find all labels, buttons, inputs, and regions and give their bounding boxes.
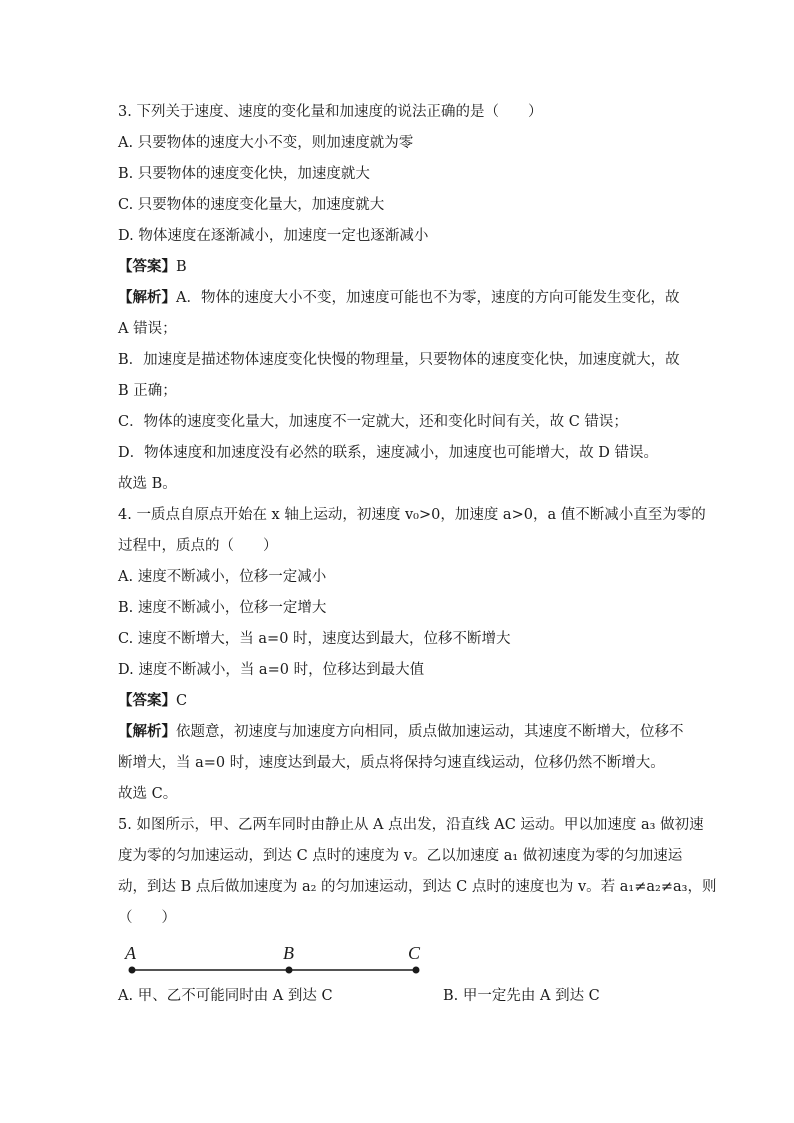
q3-analysis-line-1 (118, 288, 679, 308)
q3-option-d: D. 物体速度在逐渐减小，加速度一定也逐渐减小 (118, 228, 429, 244)
q3-analysis-line-7: 故选 B。 (118, 476, 177, 492)
analysis-text: A．物体的速度大小不变，加速度可能也不为零，速度的方向可能发生变化，故 (176, 290, 680, 306)
q3-analysis-line-2: A 错误； (118, 321, 177, 337)
point-c-dot (413, 967, 420, 974)
q3-option-a: A. 只要物体的速度大小不变，则加速度就为零 (118, 135, 414, 151)
q5-stem-line-3: 动，到达 B 点后做加速度为 a₂ 的匀加速运动，到达 C 点时的速度也为 v。若 a₁≠a₂≠a₃，则 (118, 879, 717, 895)
q3-analysis-line-6: D．物体速度和加速度没有必然的联系，速度减小，加速度也可能增大，故 D 错误。 (118, 445, 658, 461)
q4-analysis-line-1 (118, 722, 684, 742)
q3-analysis-line-4: B 正确； (118, 383, 177, 399)
point-b-dot (286, 967, 293, 974)
point-a-dot (129, 967, 136, 974)
point-c-label: C (408, 943, 421, 963)
q3-analysis-line-5: C．物体的速度变化量大，加速度不一定就大，还和变化时间有关，故 C 错误； (118, 414, 628, 430)
answer-tag: 【答案】 (118, 692, 176, 709)
q3-analysis-line-3: B．加速度是描述物体速度变化快慢的物理量，只要物体的速度变化快，加速度就大，故 (118, 352, 680, 368)
q4-option-a: A. 速度不断减小，位移一定减小 (118, 569, 327, 585)
q5-option-b: B. 甲一定先由 A 到达 C (443, 988, 600, 1004)
analysis-tag: 【解析】 (118, 723, 176, 740)
q3-option-b: B. 只要物体的速度变化快，加速度就大 (118, 166, 370, 182)
q3-answer (118, 257, 187, 277)
q4-option-d: D. 速度不断减小，当 a=0 时，位移达到最大值 (118, 662, 425, 678)
q5-stem-line-4: （ ） (118, 910, 176, 926)
q5-option-a: A. 甲、乙不可能同时由 A 到达 C (118, 988, 333, 1004)
point-a-label: A (125, 943, 136, 963)
q4-stem-line-1: 4. 一质点自原点开始在 x 轴上运动，初速度 v₀>0，加速度 a>0，a 值不断减小直至为零的 (118, 507, 706, 523)
q4-analysis-line-2: 断增大，当 a=0 时，速度达到最大，质点将保持匀速直线运动，位移仍然不断增大。 (118, 755, 665, 771)
analysis-text: 依题意，初速度与加速度方向相同，质点做加速运动，其速度不断增大，位移不 (176, 724, 684, 740)
analysis-tag: 【解析】 (118, 289, 176, 306)
q5-stem-line-2: 度为零的匀加速运动，到达 C 点时的速度为 v。乙以加速度 a₁ 做初速度为零的匀加速运 (118, 848, 683, 864)
answer-value: C (176, 693, 188, 709)
point-b-label: B (283, 943, 294, 963)
q3-option-c: C. 只要物体的速度变化量大，加速度就大 (118, 197, 385, 213)
answer-value: B (176, 259, 187, 275)
q4-option-b: B. 速度不断减小，位移一定增大 (118, 600, 327, 616)
q4-analysis-line-3: 故选 C。 (118, 786, 178, 802)
answer-tag: 【答案】 (118, 258, 176, 275)
q3-stem: 3. 下列关于速度、速度的变化量和加速度的说法正确的是（ ） (118, 104, 543, 120)
q4-stem-line-2: 过程中，质点的（ ） (118, 538, 278, 554)
q4-option-c: C. 速度不断增大，当 a=0 时，速度达到最大，位移不断增大 (118, 631, 511, 647)
q4-answer (118, 691, 187, 711)
line-segment-diagram (118, 940, 438, 985)
q5-stem-line-1: 5. 如图所示，甲、乙两车同时由静止从 A 点出发，沿直线 AC 运动。甲以加速度 a₃ 做初速 (118, 817, 704, 833)
